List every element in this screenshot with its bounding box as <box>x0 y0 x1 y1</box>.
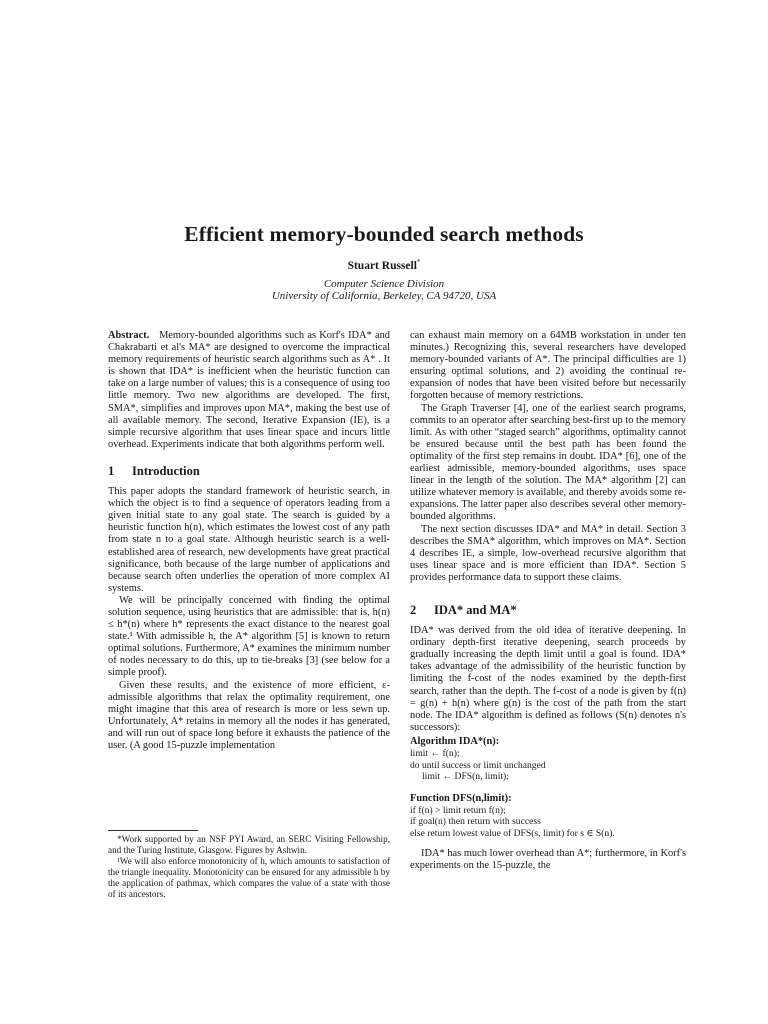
section-1-number: 1 <box>108 463 115 478</box>
right-paragraph-2: The Graph Traverser [4], one of the earliest search programs, commits to an operator after searching best-first up to the memory limit. As with other “staged search” algorithms, optimality cannot be ensured because until the best path has been found the optimality of the first step remains in doubt. IDA* [6], one of the earliest admissible, memory-bounded algorithms, uses space linear in the length of the solution. The MA* algorithm [2] can utilize whatever memory is available, and thereby avoids some re-expansions. The latter paper also describes several other memory-bounded algorithms. <box>410 402 686 523</box>
algorithm-ida-heading: Algorithm IDA*(n): <box>410 735 500 747</box>
algorithm-ida-line-3: limit ← DFS(n, limit); <box>422 771 509 783</box>
function-dfs-line-3: else return lowest value of DFS(s, limit) for s ∈ S(n). <box>410 828 615 840</box>
abstract-heading: Abstract. <box>108 330 150 341</box>
section-2-heading <box>410 604 686 616</box>
algorithm-gap <box>410 783 686 791</box>
abstract <box>108 330 390 451</box>
section-2-number: 2 <box>410 602 417 617</box>
ida-paragraph-1: IDA* was derived from the old idea of iterative deepening. In ordinary depth-first iterative deepening, search proceeds by gradually increasing the depth limit until a goal is found. IDA* takes advantage of the admissibility of the heuristic function by limiting the f-cost of the nodes examined by the depth-first search, rather than the depth. The f-cost of a node is given by f(n) = g(n) + h(n) where g(n) is the cost of the path from the start node. The IDA* algorithm is defined as follows (S(n) denotes n's successors): <box>410 625 686 733</box>
footnotes <box>108 834 390 900</box>
paper-title: Efficient memory-bounded search methods <box>184 222 584 246</box>
intro-paragraph-3: Given these results, and the existence of more efficient, ε-admissible algorithms that relax the optimality requirement, one might imagine that this area of research is more or less sewn up. Unfortunately, A* retains in memory all the nodes it has generated, and will run out of space long before it exhausts the patience of the user. (A good 15-puzzle implementation <box>108 679 390 751</box>
function-dfs-heading: Function DFS(n,limit): <box>410 792 512 804</box>
function-dfs-line-1: if f(n) > limit return f(n); <box>410 804 506 816</box>
author-name-text: Stuart Russell <box>347 260 417 272</box>
footnote-1: *Work supported by an NSF PYI Award, an SERC Visiting Fellowship, and the Turing Institute, Glasgow. Figures by Ashwin. <box>108 834 390 855</box>
footnote-2: ¹We will also enforce monotonicity of h, which amounts to satisfaction of the triangle inequality. Monotonicity can be ensured for any admissible h by the application of pathmax, which compares the value of a state with those of its ancestors. <box>108 856 390 899</box>
left-column <box>108 330 390 752</box>
ida-paragraph-2: IDA* has much lower overhead than A*; furthermore, in Korf's experiments on the 15-puzzle, the <box>410 847 686 871</box>
section-2-title: IDA* and MA* <box>434 602 517 617</box>
right-column <box>410 330 686 872</box>
algorithm-gap-2 <box>410 840 686 848</box>
author-footnote-mark: * <box>416 258 421 267</box>
affiliation-university: University of California, Berkeley, CA 94720, USA <box>271 290 497 302</box>
intro-paragraph-1: This paper adopts the standard framework of heuristic search, in which the object is to find a sequence of operators leading from a given initial state to any goal state. The search is guided by a heuristic function h(n), which estimates the lowest cost of any path from state n to a goal state. Although heuristic search is a well-established area of research, new developments have great practical significance, both because of the large number of applications and because search often underlies the operation of more complex AI systems. <box>108 486 390 594</box>
right-paragraph-1: can exhaust main memory on a 64MB workstation in under ten minutes.) Recognizing this, several researchers have developed memory-bounded variants of A*. The principal difficulties are 1) ensuring optimal solutions, and 2) avoiding the continual re-expansion of nodes that have been visited before but necessarily forgotten because of memory restrictions. <box>410 330 686 402</box>
function-dfs-line-2: if goal(n) then return with success <box>410 816 541 828</box>
right-paragraph-3: The next section discusses IDA* and MA* in detail. Section 3 describes the SMA* algorithm, which improves on MA*. Section 4 describes IE, a simple, low-overhead recursive algorithm that uses linear space and is more efficient than IDA*. Section 5 provides performance data to support these claims. <box>410 523 686 583</box>
affiliation-division: Computer Science Division <box>323 278 445 290</box>
abstract-text: Memory-bounded algorithms such as Korf's IDA* and Chakrabarti et al's MA* are designed to overcome the impractical memory requirements of heuristic search algorithms such as A* . It is shown that IDA* is inefficient when the heuristic function can take on a large number of values; this is a consequence of using too little memory. Two new algorithms are developed. The first, SMA*, simplifies and improves upon MA*, making the best use of all available memory. The second, Iterative Expansion (IE), is a simple recursive algorithm that uses linear space and incurs little overhead. Experiments indicate that both algorithms perform well. <box>108 330 391 450</box>
section-1-heading <box>108 465 390 477</box>
author-name <box>0 260 768 272</box>
algorithm-ida-line-1: limit ← f(n); <box>410 748 460 759</box>
section-1-title: Introduction <box>132 463 200 478</box>
intro-paragraph-2: We will be principally concerned with finding the optimal solution sequence, using heuristics that are admissible: that is, h(n) ≤ h*(n) where h* represents the exact distance to the nearest goal state.¹ With admissible h, the A* algorithm [5] is known to return optimal solutions. Furthermore, A* examines the minimum number of nodes necessary to do this, up to tie-breaks [3] (see below for a simple proof). <box>108 594 390 679</box>
algorithm-ida-line-2: do until success or limit unchanged <box>410 759 546 771</box>
footnote-rule <box>108 830 198 831</box>
